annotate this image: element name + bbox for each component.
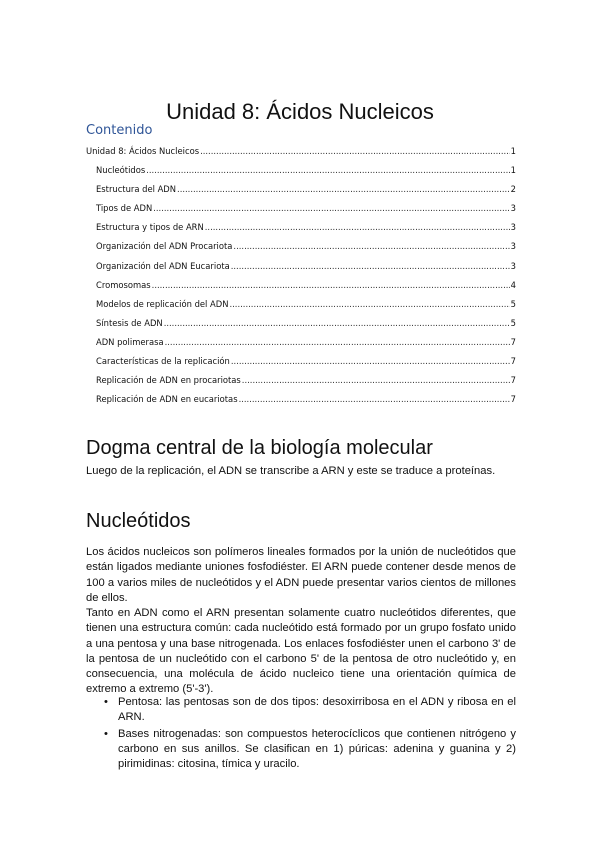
toc-entry[interactable] [86,146,516,165]
toc-leader-dots [205,222,510,232]
toc-entry-page: 3 [510,222,516,233]
toc-entry-page: 7 [510,336,516,347]
toc-entry-text: Modelos de replicación del ADN [96,298,229,309]
list-item-text: Pentosa: las pentosas son de dos tipos: desoxirribosa en el ADN y ribosa en el ARN. [118,696,516,724]
toc-leader-dots [242,375,510,385]
toc-entry-page: 3 [510,241,516,252]
list-item-text: Bases nitrogenadas: son compuestos heterocíclicos que contienen nitrógeno y carbono en sus anillos. Se clasifican en 1) púricas: adenina y guanina y 2) pirimidinas: citosina, tímica y uracilo. [118,727,516,771]
toc-entry[interactable] [86,165,516,184]
toc-entry-page: 1 [510,146,516,156]
toc-entry-page: 2 [510,184,516,195]
list-item [86,727,516,773]
toc-entry-text: Organización del ADN Procariota [96,241,233,252]
toc-entry[interactable] [86,261,516,280]
toc-leader-dots [153,203,509,213]
bullet-icon: • [104,727,108,740]
toc-entry-page: 3 [510,260,516,271]
toc-leader-dots [177,184,510,194]
toc-entry-text: Síntesis de ADN [96,317,163,328]
toc-entry-text: Estructura del ADN [96,184,177,195]
toc-entry[interactable] [86,356,516,375]
toc-entry-page: 7 [510,356,516,367]
toc-leader-dots [231,356,510,366]
toc-entry[interactable] [86,222,516,241]
toc-entry-text: Nucleótidos [96,165,146,176]
toc-entry[interactable] [86,299,516,318]
toc-entry[interactable] [86,375,516,394]
table-of-contents [86,146,516,413]
toc-entry-text: Replicación de ADN en eucariotas [96,394,238,405]
toc-entry-page: 4 [510,279,516,290]
toc-entry-text: Organización del ADN Eucariota [96,260,230,271]
toc-leader-dots [164,318,510,328]
toc-leader-dots [229,299,509,309]
toc-entry[interactable] [86,184,516,203]
toc-entry[interactable] [86,318,516,337]
toc-entry[interactable] [86,280,516,299]
toc-entry[interactable] [86,394,516,413]
document-title: Unidad 8: Ácidos Nucleicos [166,98,434,124]
section-heading-nucleotidos: Nucleótidos [86,510,191,532]
toc-leader-dots [152,280,510,290]
list-item [86,695,516,726]
toc-entry-text: Tipos de ADN [96,203,153,214]
toc-entry-text: ADN polimerasa [96,336,164,347]
toc-leader-dots [231,261,510,271]
toc-leader-dots [146,165,509,175]
toc-entry-text: Características de la replicación [96,356,230,367]
toc-leader-dots [200,146,510,156]
toc-entry-page: 7 [510,394,516,405]
paragraph-nucleotidos-1: Los ácidos nucleicos son polímeros lineales formados por la unión de nucleótidos que están ligados mediante uniones fosfodiéster. El ARN puede contener desde menos de 100 a varios miles de nucleótidos y el ADN puede presentar varios cientos de millones de ellos. [86,546,516,604]
toc-heading: Contenido [86,123,153,138]
toc-entry-text: Replicación de ADN en procariotas [96,375,241,386]
toc-entry[interactable] [86,241,516,260]
bullet-list [86,695,516,773]
section-text-dogma: Luego de la replicación, el ADN se transcribe a ARN y este se traduce a proteínas. [86,465,496,477]
toc-entry[interactable] [86,203,516,222]
toc-entry-text: Unidad 8: Ácidos Nucleicos [86,146,200,156]
toc-entry[interactable] [86,337,516,356]
bullet-icon: • [104,696,108,708]
toc-entry-page: 5 [510,317,516,328]
paragraph-nucleotidos-2: Tanto en ADN como el ARN presentan solamente cuatro nucleótidos diferentes, que tienen una estructura común: cada nucleótido está formado por un grupo fosfato unido a una pentosa y una base nitrogenada. Los enlaces fosfodiéster unen el carbono 3' de la pentosa de un nucleótido con el carbono 5' de la pentosa de otro nucleótido y, en consecuencia, una molécula de ácido nucleico tiene una orientación química de extremo a extremo (5'-3'). [86,607,516,696]
toc-entry-page: 1 [510,165,516,176]
toc-entry-page: 7 [510,375,516,386]
section-heading-dogma: Dogma central de la biología molecular [86,437,433,459]
toc-entry-page: 3 [510,203,516,214]
toc-leader-dots [165,337,510,347]
toc-entry-text: Cromosomas [96,279,151,290]
toc-leader-dots [239,394,510,404]
toc-leader-dots [233,241,509,251]
toc-entry-text: Estructura y tipos de ARN [96,222,204,233]
toc-entry-page: 5 [510,298,516,309]
